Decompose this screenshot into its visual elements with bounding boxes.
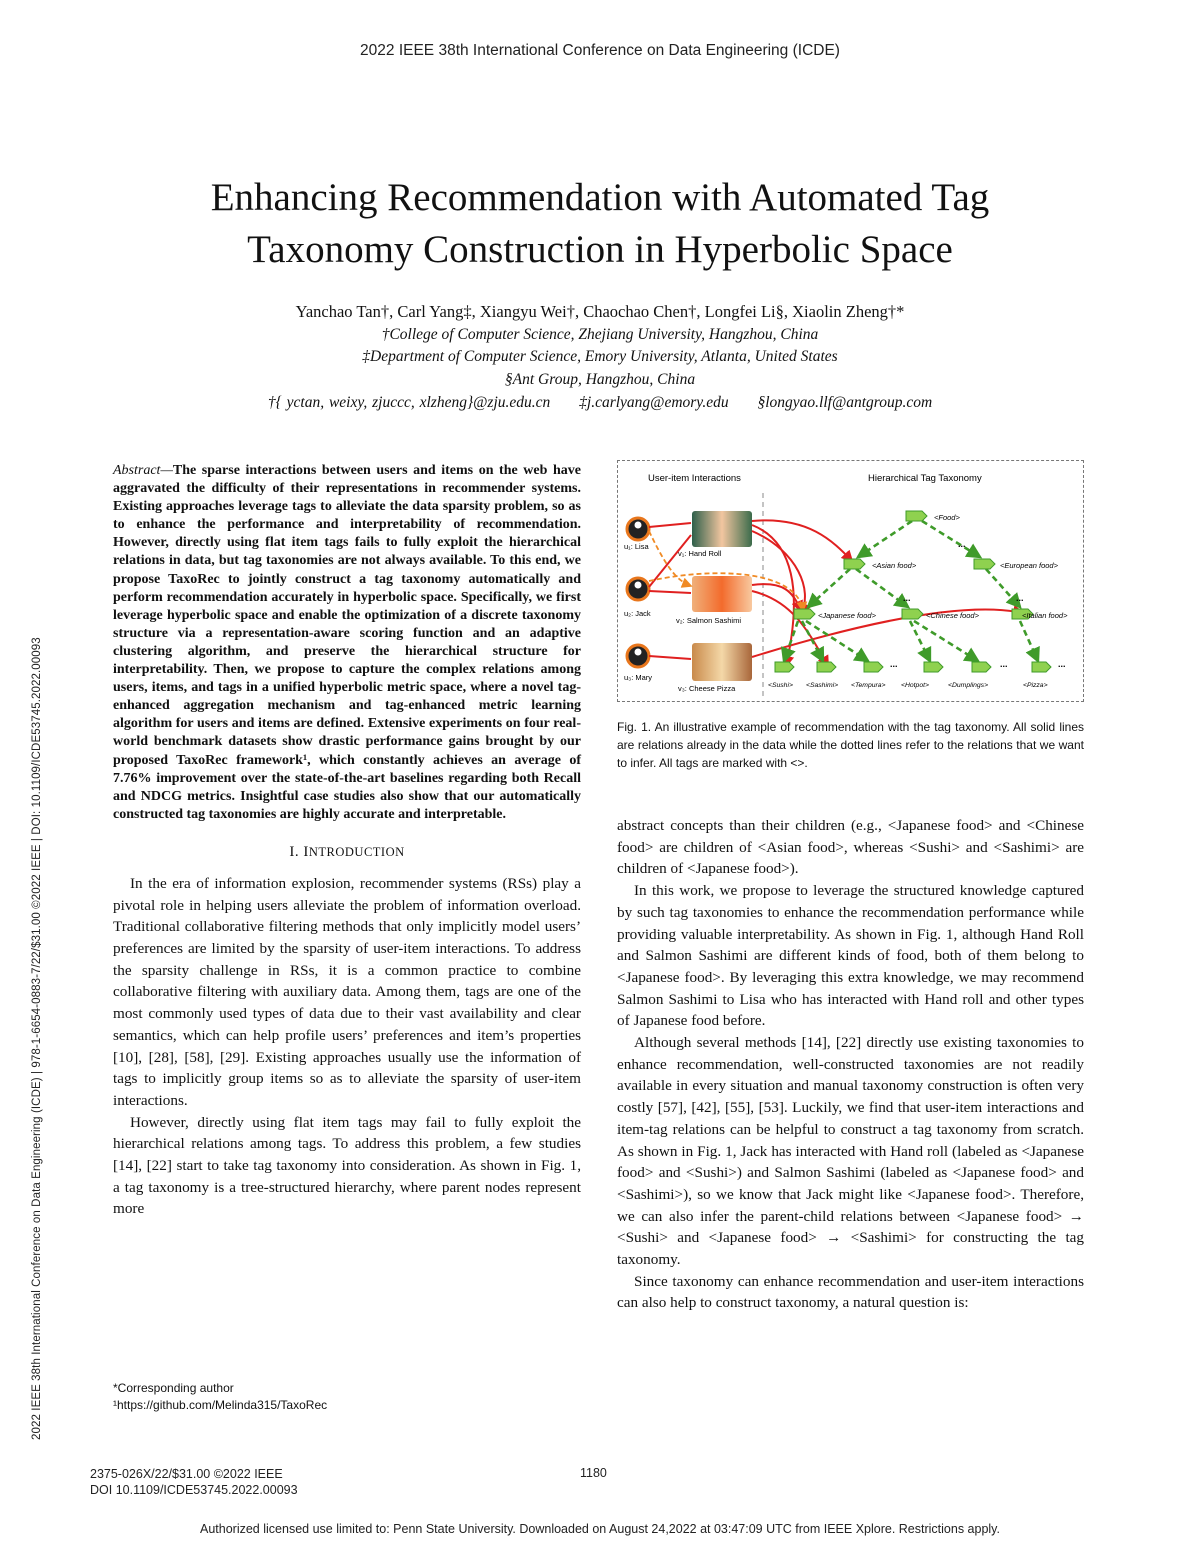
footnote-github[interactable]: ¹https://github.com/Melinda315/TaxoRec (113, 1398, 328, 1412)
footnotes (113, 1380, 581, 1414)
fig-item-cheese-pizza (678, 643, 752, 693)
tax-edge-chinese-hotpot (910, 621, 930, 661)
title-line-1: Enhancing Recommendation with Automated Tag (210, 176, 990, 219)
section-heading-introduction (113, 844, 581, 861)
user-icon-head (635, 649, 642, 656)
abstract-lead: Abstract— (113, 463, 173, 478)
fig-user-lisa (624, 518, 649, 551)
right-paragraph-2: In this work, we propose to leverage the structured knowledge captured by such tag taxonomies to enhance the recommendation performance while providing valuable interpretability. As shown in Fig. 1, although Hand Roll and Salmon Sashimi are different kinds of food, both of them belong to <Japanese food>. By leveraging this extra knowledge, we may recommend Salmon Sashimi to Lisa who has interacted with Hand roll and other types of Japanese food before. (617, 882, 1084, 1030)
hand-roll-image (692, 511, 752, 547)
user-label-jack: u₂: Jack (624, 609, 651, 618)
page-number: 1180 (580, 1466, 607, 1480)
leaf-sashimi-icon (817, 662, 836, 672)
license-notice: Authorized licensed use limited to: Penn State University. Downloaded on August 24,2022 at 03:47:09 UTC from IEEE Xplore. Restrictions apply. (200, 1522, 1000, 1536)
user-icon (627, 518, 649, 540)
intro-paragraph-1: In the era of information explosion, recommender systems (RSs) play a pivotal role in helping users alleviate the problem of information overload. Traditional collaborative filtering methods that only implicitly model users’ preferences are limited by the sparsity of user-item interactions. To address the sparsity challenge in RSs, it is a common practice to combine collaborative filtering with auxiliary data. Among them, tags are one of the most commonly used types of data due to their vast availability and clear semantics, which can help profile users’ preferences and item’s properties [10], [28], [58], [29]. Existing approaches usually use the information of tags to implicitly group items so as to alleviate the sparsity of user-item interactions. (113, 874, 581, 1109)
affiliation-zju: †College of Computer Science, Zhejiang University, Hangzhou, China (381, 326, 819, 343)
tag-asian-icon (844, 559, 865, 569)
abstract-text: The sparse interactions between users and items on the web have aggravated the difficulty of their representations in recommender systems. Existing approaches leverage tags to alleviate the data sparsity problem, so as to enhance the performance and interpretability of recommendation. However, directly using flat item tags fails to fully exploit the hierarchical relations in data, but tag taxonomies are not always available. To this end, we propose TaxoRec to jointly construct a tag taxonomy automatically and perform recommendation accurately in hyperbolic space. Specifically, we first leverage hyperbolic space and enable the optimization of a discrete taxonomy structure via a representation-aware scoring function and an adaptive clustering algorithm, and preserve the hierarchical structure for interpretability. Then, we propose to capture the complex relations among users, items, and tags in a unified hyperbolic metric space, where a novel tag-enhanced aggregation mechanism and tag-enhanced metric learning algorithm for users and items are defined. Extensive experiments on four real-world benchmark datasets show drastic performance gains brought by our proposed TaxoRec framework¹, which constantly achieves an average of 7.76% improvement over the state-of-the-art baselines regarding both Recall and NDCG metrics. Insightful case studies also show that our automatically constructed tag taxonomies are highly accurate and interpretable. (113, 463, 581, 822)
user-icon-head (635, 582, 642, 589)
tag-european-icon (974, 559, 995, 569)
user-icon-head (635, 522, 642, 529)
section-title-rest: NTRODUCTION (308, 844, 405, 859)
edge-jack-sashimi (649, 591, 691, 593)
user-label-lisa: u₁: Lisa (624, 542, 649, 551)
leaf-tempura-icon (864, 662, 883, 672)
section-number: I. (289, 843, 300, 860)
edge-handroll-sushi (752, 525, 794, 666)
leaf-pizza-icon (1032, 662, 1051, 672)
leaf-sushi: <Sushi> (768, 682, 793, 689)
ellipsis-5: ... (1000, 659, 1008, 669)
leaf-hotpot: <Hotpot> (901, 682, 929, 689)
user-icon (627, 645, 649, 667)
tax-edge-japanese-sushi (784, 621, 798, 661)
tag-chinese-icon (902, 609, 923, 619)
edge-handroll-asian (752, 520, 852, 561)
email-ant[interactable]: §longyao.llf@antgroup.com (757, 394, 933, 411)
fig-item-hand-roll (678, 511, 752, 558)
fig-user-jack (624, 578, 651, 618)
tag-japanese-food: <Japanese food> (818, 611, 876, 620)
leaf-tempura: <Tempura> (851, 682, 886, 689)
title-line-2: Taxonomy Construction in Hyperbolic Space (247, 228, 953, 271)
section-initial: I (303, 843, 309, 860)
item-label-cheese-pizza: v₃: Cheese Pizza (678, 684, 736, 693)
footnote-corresponding: *Corresponding author (113, 1381, 234, 1395)
fig-taxonomy-edges (784, 521, 1038, 661)
figure-1 (617, 460, 1084, 702)
conference-header: 2022 IEEE 38th International Conference on Data Engineering (ICDE) (360, 42, 840, 59)
leaf-dumplings: <Dumplings> (948, 682, 989, 689)
figure-1-diagram (618, 461, 1083, 701)
leaf-pizza: <Pizza> (1023, 682, 1048, 689)
tag-asian-food: <Asian food> (872, 561, 917, 570)
email-emory[interactable]: ‡j.carlyang@emory.edu (579, 394, 729, 411)
abstract (113, 462, 581, 824)
tag-chinese-food: <Chinese food> (926, 611, 979, 620)
ellipsis-4: ... (890, 659, 898, 669)
tax-edge-asian-chinese (856, 569, 908, 607)
affiliation-emory: ‡Department of Computer Science, Emory University, Atlanta, United States (362, 348, 838, 365)
ellipsis-2: ... (903, 593, 911, 603)
fig-left-title: User-item Interactions (648, 473, 741, 484)
doi-line: DOI 10.1109/ICDE53745.2022.00093 (90, 1483, 298, 1497)
tax-edge-food-european (922, 521, 980, 557)
tag-italian-food: <Italian food> (1022, 611, 1068, 620)
item-label-salmon-sashimi: v₂: Salmon Sashimi (676, 616, 742, 625)
edge-lisa-handroll (649, 523, 691, 527)
tax-edge-chinese-dumplings (914, 621, 978, 661)
tax-edge-asian-japanese (808, 569, 850, 607)
user-icon (627, 578, 649, 600)
fig-item-salmon-sashimi (676, 576, 752, 625)
fig-user-mary (624, 645, 652, 682)
tax-edge-italian-pizza (1020, 621, 1038, 661)
edge-jack-handroll (649, 535, 691, 587)
user-label-mary: u₃: Mary (624, 673, 653, 682)
fig-right-title: Hierarchical Tag Taxonomy (868, 473, 982, 484)
leaf-sushi-icon (775, 662, 794, 672)
tag-european-food: <European food> (1000, 561, 1058, 570)
tag-japanese-icon (794, 609, 815, 619)
ellipsis-6: ... (1058, 659, 1066, 669)
intro-paragraph-2: However, directly using flat item tags may fail to fully exploit the hierarchical relations among tags. To address this problem, a few studies [14], [22] start to take tag taxonomy into consideration. As shown in Fig. 1, a tag taxonomy is a tree-structured hierarchy, where parent nodes represent more (113, 1113, 581, 1218)
tax-edge-european-italian (986, 569, 1020, 607)
leaf-dumplings-icon (972, 662, 991, 672)
paper-title (60, 172, 1140, 276)
right-column (617, 815, 1084, 1314)
tax-edge-food-asian (858, 521, 912, 557)
item-label-hand-roll: v₁: Hand Roll (678, 549, 722, 558)
issn-price: 2375-026X/22/$31.00 ©2022 IEEE (90, 1467, 283, 1481)
ellipsis-1: ... (958, 539, 966, 549)
side-strip-doi: 2022 IEEE 38th International Conference on Data Engineering (ICDE) | 978-1-6654-0883-7/22/$31.00 ©2022 IEEE | DOI: 10.1109/ICDE53745.2022.00093 (31, 637, 43, 1440)
email-zju[interactable]: †{ yctan, weixy, zjuccc, xlzheng}@zju.edu.cn (267, 394, 551, 411)
left-column (113, 462, 581, 1220)
right-paragraph-1: abstract concepts than their children (e.g., <Japanese food> and <Chinese food> are children of <Asian food>, whereas <Sushi> and <Sashimi> are children of <Japanese food>). (617, 817, 1084, 878)
copyright-block (90, 1466, 298, 1498)
leaf-sashimi: <Sashimi> (806, 682, 839, 689)
cheese-pizza-image (692, 643, 752, 681)
edge-mary-pizza (649, 656, 691, 659)
salmon-sashimi-image (692, 576, 752, 612)
right-paragraph-3: Although several methods [14], [22] directly use existing taxonomies to enhance recommendation, well-constructed taxonomies are not readily available in every situation and manual taxonomy construction is often very costly [57], [42], [55], [53]. Luckily, we find that user-item interactions and item-tag relations can be helpful to construct a tag taxonomy from scratch. As shown in Fig. 1, Jack has interacted with Hand roll (labeled as <Japanese food> and <Sushi>) and Salmon Sashimi (labeled as <Japanese food> and <Sashimi>), so we know that Jack might like <Japanese food>. Therefore, we can also infer the parent-child relations between <Japanese food> → <Sushi> and <Japanese food> → <Sashimi> for constructing the tag taxonomy. (617, 1034, 1084, 1269)
author-list: Yanchao Tan†, Carl Yang‡, Xiangyu Wei†, Chaochao Chen†, Longfei Li§, Xiaolin Zheng†* (295, 302, 905, 321)
figure-1-caption: Fig. 1. An illustrative example of recommendation with the tag taxonomy. All solid lines are relations already in the data while the dotted lines refer to the relations that we want to infer. All tags are marked with <>. (617, 720, 1084, 770)
ellipsis-3: ... (1016, 593, 1024, 603)
right-paragraph-4: Since taxonomy can enhance recommendation and user-item interactions can also help to construct taxonomy, a natural question is: (617, 1272, 1084, 1312)
affiliation-ant: §Ant Group, Hangzhou, China (504, 371, 696, 388)
email-line (60, 394, 1140, 412)
tag-food: <Food> (934, 513, 960, 522)
leaf-hotpot-icon (924, 662, 943, 672)
tag-food-icon (906, 511, 927, 521)
